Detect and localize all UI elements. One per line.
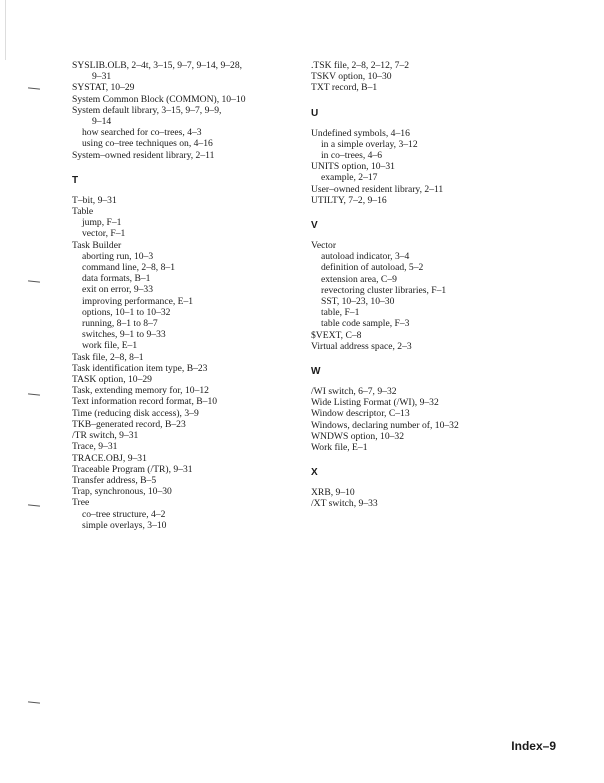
index-entry: Table [72,206,94,218]
index-entry: .TSK file, 2–8, 2–12, 7–2 [311,60,410,71]
index-entry: XRB, 9–10 [311,487,355,499]
index-entry: Virtual address space, 2–3 [311,340,412,352]
index-entry: Wide Listing Format (/WI), 9–32 [311,397,439,409]
index-entry: System Common Block (COMMON), 10–10 [72,93,246,105]
section-letter: W [311,366,321,378]
index-entry: Trace, 9–31 [72,441,118,453]
index-subentry: in a simple overlay, 3–12 [321,138,418,150]
index-subentry: revectoring cluster libraries, F–1 [321,284,447,296]
index-entry: TSKV option, 10–30 [311,71,392,83]
index-subentry: definition of autoload, 5–2 [321,262,424,274]
index-entry: System–owned resident library, 2–11 [72,149,215,161]
index-column-right [311,60,561,510]
margin-mark [28,87,40,89]
index-entry: TXT record, B–1 [311,82,378,94]
margin-line [5,0,6,60]
index-subentry: command line, 2–8, 8–1 [82,262,175,274]
index-entry: WNDWS option, 10–32 [311,430,405,442]
index-subentry: table code sample, F–3 [321,318,410,330]
index-subentry: in co–trees, 4–6 [321,150,383,162]
index-subentry: how searched for co–trees, 4–3 [82,127,202,139]
index-entry: TASK option, 10–29 [72,374,152,386]
margin-mark [28,701,40,703]
index-subentry: improving performance, E–1 [82,295,194,307]
index-entry: Text information record format, B–10 [72,396,218,408]
index-entry-continuation: 9–31 [92,71,112,83]
index-entry: Transfer address, B–5 [72,474,157,486]
index-entry: UNITS option, 10–31 [311,161,395,173]
index-entry: Undefined symbols, 4–16 [311,127,410,139]
index-subentry: autoload indicator, 3–4 [321,251,410,263]
margin-mark [28,280,40,282]
index-subentry: using co–tree techniques on, 4–16 [82,138,213,150]
index-subentry: SST, 10–23, 10–30 [321,296,395,308]
index-entry: SYSLIB.OLB, 2–4t, 3–15, 9–7, 9–14, 9–28, [72,60,243,71]
index-entry: T–bit, 9–31 [72,194,117,206]
margin-mark [28,504,40,506]
section-letter: T [72,174,79,186]
index-entry: System default library, 3–15, 9–7, 9–9, [72,104,222,116]
index-entry-continuation: 9–14 [92,116,112,128]
section-letter: U [311,107,319,119]
page-number: Index–9 [511,739,556,753]
index-subentry: exit on error, 9–33 [82,284,154,296]
index-entry: Windows, declaring number of, 10–32 [311,419,459,431]
index-subentry: options, 10–1 to 10–32 [82,306,171,318]
index-subentry: example, 2–17 [321,172,378,184]
index-entry: $VEXT, C–8 [311,329,362,341]
index-entry: /TR switch, 9–31 [72,430,139,442]
index-entry: Trap, synchronous, 10–30 [72,486,172,498]
index-subentry: table, F–1 [321,307,360,319]
section-letter: X [311,467,318,479]
index-entry: Work file, E–1 [311,442,368,454]
index-entry: /XT switch, 9–33 [311,498,378,510]
index-entry: SYSTAT, 10–29 [72,82,135,94]
index-subentry: vector, F–1 [82,228,126,240]
index-subentry: extension area, C–9 [321,273,397,285]
index-entry: Task file, 2–8, 8–1 [72,351,144,363]
index-subentry: data formats, B–1 [82,273,151,285]
index-entry: Window descriptor, C–13 [311,408,410,420]
index-entry: Vector [311,240,337,252]
index-column-left [72,60,322,531]
index-entry: /WI switch, 6–7, 9–32 [311,386,397,398]
index-entry: Traceable Program (/TR), 9–31 [72,463,193,475]
index-subentry: simple overlays, 3–10 [82,519,167,531]
index-entry: UTILTY, 7–2, 9–16 [311,194,387,206]
index-subentry: co–tree structure, 4–2 [82,508,166,520]
index-subentry: running, 8–1 to 8–7 [82,318,158,330]
index-subentry: work file, E–1 [82,340,138,352]
index-subentry: switches, 9–1 to 9–33 [82,329,166,341]
index-entry: Tree [72,497,90,509]
index-entry: Task, extending memory for, 10–12 [72,385,209,397]
index-subentry: aborting run, 10–3 [82,250,154,262]
index-entry: Time (reducing disk access), 3–9 [72,407,199,419]
index-entry: Task identification item type, B–23 [72,362,208,374]
margin-mark [28,393,40,395]
index-subentry: jump, F–1 [82,217,122,229]
index-entry: User–owned resident library, 2–11 [311,183,444,195]
index-entry: TRACE.OBJ, 9–31 [72,452,147,464]
index-entry: TKB–generated record, B–23 [72,418,186,430]
index-entry: Task Builder [72,239,122,251]
section-letter: V [311,220,318,232]
